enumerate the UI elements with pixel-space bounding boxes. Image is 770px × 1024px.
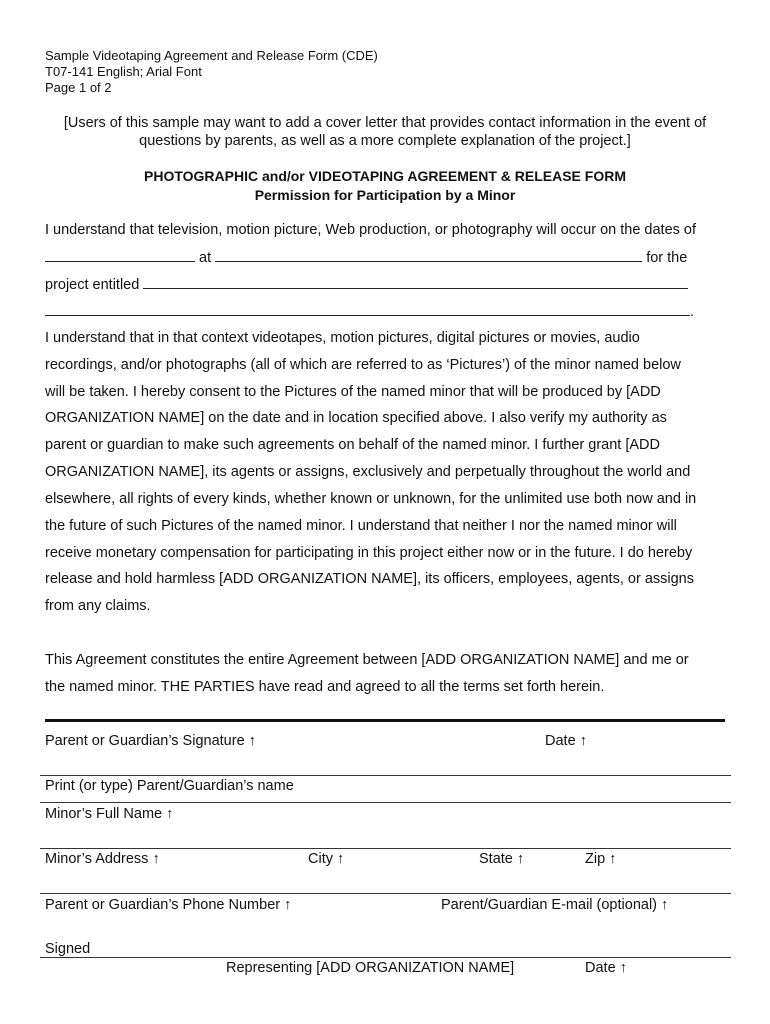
representing-label: Representing [ADD ORGANIZATION NAME] — [226, 960, 515, 976]
email-label: Parent/Guardian E-mail (optional) ↑ — [441, 897, 669, 913]
project-line-2 — [45, 302, 694, 321]
city-label: City ↑ — [308, 851, 345, 867]
for-the-text: for the — [646, 250, 688, 266]
zip-label: Zip ↑ — [585, 851, 617, 867]
field-rule — [40, 848, 731, 849]
minor-address-field[interactable] — [40, 870, 731, 892]
dates-blank[interactable] — [45, 248, 195, 262]
project-title-blank[interactable] — [143, 275, 688, 289]
field-rule — [40, 775, 731, 776]
date2-label: Date ↑ — [585, 960, 627, 976]
parent-signature-label: Parent or Guardian’s Signature ↑ — [45, 733, 256, 749]
body-line: the future of such Pictures of the named minor. I understand that neither I nor the named minor will — [45, 518, 677, 534]
agreement-line: the named minor. THE PARTIES have read and agreed to all the terms set forth herein. — [45, 679, 605, 695]
doc-header-code: T07-141 English; Arial Font — [45, 64, 202, 79]
minor-name-field[interactable] — [40, 825, 731, 847]
body-line: ORGANIZATION NAME] on the date and in location specified above. I also verify my authority as — [45, 410, 667, 426]
body-line: from any claims. — [45, 598, 151, 614]
body-line: release and hold harmless [ADD ORGANIZATION NAME], its officers, employees, agents, or assigns — [45, 571, 694, 587]
doc-header-page: Page 1 of 2 — [45, 80, 112, 95]
body-line: elsewhere, all rights of every kinds, whether known or unknown, for the unlimited use both now and in — [45, 491, 697, 507]
print-name-label: Print (or type) Parent/Guardian’s name — [45, 778, 294, 794]
date-label: Date ↑ — [545, 733, 587, 749]
field-rule — [40, 802, 731, 803]
state-label: State ↑ — [479, 851, 525, 867]
project-line — [45, 275, 688, 294]
body-line: ORGANIZATION NAME], its agents or assigns, exclusively and perpetually throughout the world and — [45, 464, 691, 480]
signed-label: Signed — [45, 941, 91, 957]
location-blank[interactable] — [215, 248, 642, 262]
project-entitled-text: project entitled — [45, 277, 140, 293]
body-line: I understand that in that context videotapes, motion pictures, digital pictures or movies, audio — [45, 330, 640, 346]
intro-line: I understand that television, motion picture, Web production, or photography will occur on the dates of — [45, 222, 696, 238]
body-line: parent or guardian to make such agreements on behalf of the named minor. I further grant [ADD — [45, 437, 660, 453]
minor-name-label: Minor’s Full Name ↑ — [45, 806, 174, 822]
field-rule — [40, 957, 731, 958]
form-subtitle: Permission for Participation by a Minor — [254, 187, 516, 203]
period-text: . — [690, 304, 695, 320]
doc-header-title: Sample Videotaping Agreement and Release Form (CDE) — [45, 48, 378, 63]
instruction-note: [Users of this sample may want to add a cover letter that provides contact information in the event of questions by parents, as well as a more complete explanation of the project.] — [63, 115, 707, 149]
signature-divider — [45, 719, 725, 722]
agreement-line: This Agreement constitutes the entire Agreement between [ADD ORGANIZATION NAME] and me or — [45, 652, 689, 668]
project-title-blank-2[interactable] — [45, 302, 690, 316]
field-rule — [40, 893, 731, 894]
minor-address-label: Minor’s Address ↑ — [45, 851, 160, 867]
form-title: PHOTOGRAPHIC and/or VIDEOTAPING AGREEMENT & RELEASE FORM — [144, 168, 626, 184]
body-line: receive monetary compensation for participating in this project either now or in the future. I do hereby — [45, 545, 693, 561]
dates-line — [45, 248, 687, 267]
phone-label: Parent or Guardian’s Phone Number ↑ — [45, 897, 292, 913]
parent-signature-field[interactable] — [40, 750, 731, 774]
body-line: recordings, and/or photographs (all of which are referred to as ‘Pictures’) of the minor named below — [45, 357, 681, 373]
at-text: at — [199, 250, 212, 266]
body-line: will be taken. I hereby consent to the Pictures of the named minor that will be produced by [ADD — [45, 384, 661, 400]
